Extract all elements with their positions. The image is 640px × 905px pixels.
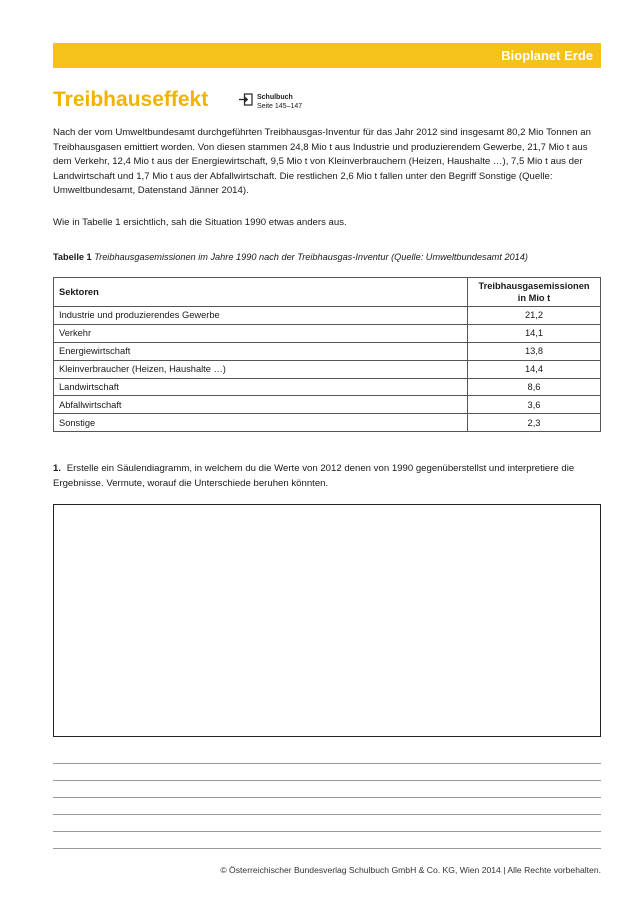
writing-line[interactable] (53, 814, 601, 815)
table-caption-text: Treibhausgasemissionen im Jahre 1990 nach der Treibhausgas-Inventur (Quelle: Umweltbundesamt 2014) (94, 252, 528, 262)
table-row (54, 307, 601, 325)
column-header-value-line1: Treibhausgasemissionen (478, 281, 590, 291)
copyright-footer: © Österreichischer Bundesverlag Schulbuch GmbH & Co. KG, Wien 2014 | Alle Rechte vorbehalten. (220, 865, 601, 875)
value-cell: 21,2 (468, 307, 601, 325)
column-header-value-line2: in Mio t (517, 293, 551, 303)
table-row (54, 360, 601, 378)
task-number: 1. (53, 463, 62, 474)
sector-cell: Kleinverbraucher (Heizen, Haushalte …) (54, 360, 468, 378)
schulbuch-icon (239, 93, 253, 106)
sector-cell: Energiewirtschaft (54, 342, 468, 360)
schulbuch-reference (239, 93, 302, 111)
page-title: Treibhauseffekt (53, 88, 209, 111)
writing-line[interactable] (53, 831, 601, 832)
value-cell: 3,6 (468, 396, 601, 414)
task-text: Erstelle ein Säulendiagramm, in welchem du die Werte von 2012 denen von 1990 gegenüberstellst und interpretiere die Ergebnisse. Vermute, worauf die Unterschiede beruhen könnten. (53, 463, 575, 489)
value-cell: 2,3 (468, 414, 601, 432)
writing-line[interactable] (53, 848, 601, 849)
table-row (54, 378, 601, 396)
schulbuch-label: Schulbuch (257, 94, 293, 101)
sector-cell: Verkehr (54, 324, 468, 342)
table-row (54, 414, 601, 432)
table-row (54, 396, 601, 414)
column-header-value (468, 278, 601, 307)
table-row (54, 324, 601, 342)
table-header-row (54, 278, 601, 307)
value-cell: 13,8 (468, 342, 601, 360)
table-row (54, 342, 601, 360)
value-cell: 8,6 (468, 378, 601, 396)
schulbuch-pages: Seite 145–147 (257, 103, 303, 110)
sector-cell: Landwirtschaft (54, 378, 468, 396)
value-cell: 14,4 (468, 360, 601, 378)
sector-cell: Industrie und produzierendes Gewerbe (54, 307, 468, 325)
writing-line[interactable] (53, 763, 601, 764)
column-header-sector: Sektoren (54, 278, 468, 307)
sector-cell: Sonstige (54, 414, 468, 432)
table-caption (53, 251, 605, 263)
emissions-table (53, 277, 601, 432)
writing-line[interactable] (53, 780, 601, 781)
header-banner: Bioplanet Erde (53, 43, 601, 68)
writing-line[interactable] (53, 797, 601, 798)
diagram-answer-box[interactable] (53, 504, 601, 737)
sector-cell: Abfallwirtschaft (54, 396, 468, 414)
task-1 (53, 461, 605, 491)
intro-paragraph: Nach der vom Umweltbundesamt durchgeführten Treibhausgas-Inventur für das Jahr 2012 sind insgesamt 80,2 Mio Tonnen an Treibhausgasen emittiert worden. Von diesen stammen 24,8 Mio t aus Industrie und produzierendem Gewerbe, 21,7 Mio t aus dem Verkehr, 12,4 Mio t aus der Energiewirtschaft, 9,5 Mio t von Kleinverbrauchern (Heizen, Haushalte …), 7,5 Mio t aus der Landwirtschaft und 1,7 Mio t aus der Abfallwirtschaft. Die restlichen 2,6 Mio t fallen unter den Begriff Sonstige (Quelle: Umweltbundesamt, Datenstand Jänner 2014). (53, 127, 591, 197)
table-caption-label: Tabelle 1 (53, 252, 92, 262)
comparison-paragraph: Wie in Tabelle 1 ersichtlich, sah die Situation 1990 etwas anders aus. (53, 217, 347, 228)
value-cell: 14,1 (468, 324, 601, 342)
